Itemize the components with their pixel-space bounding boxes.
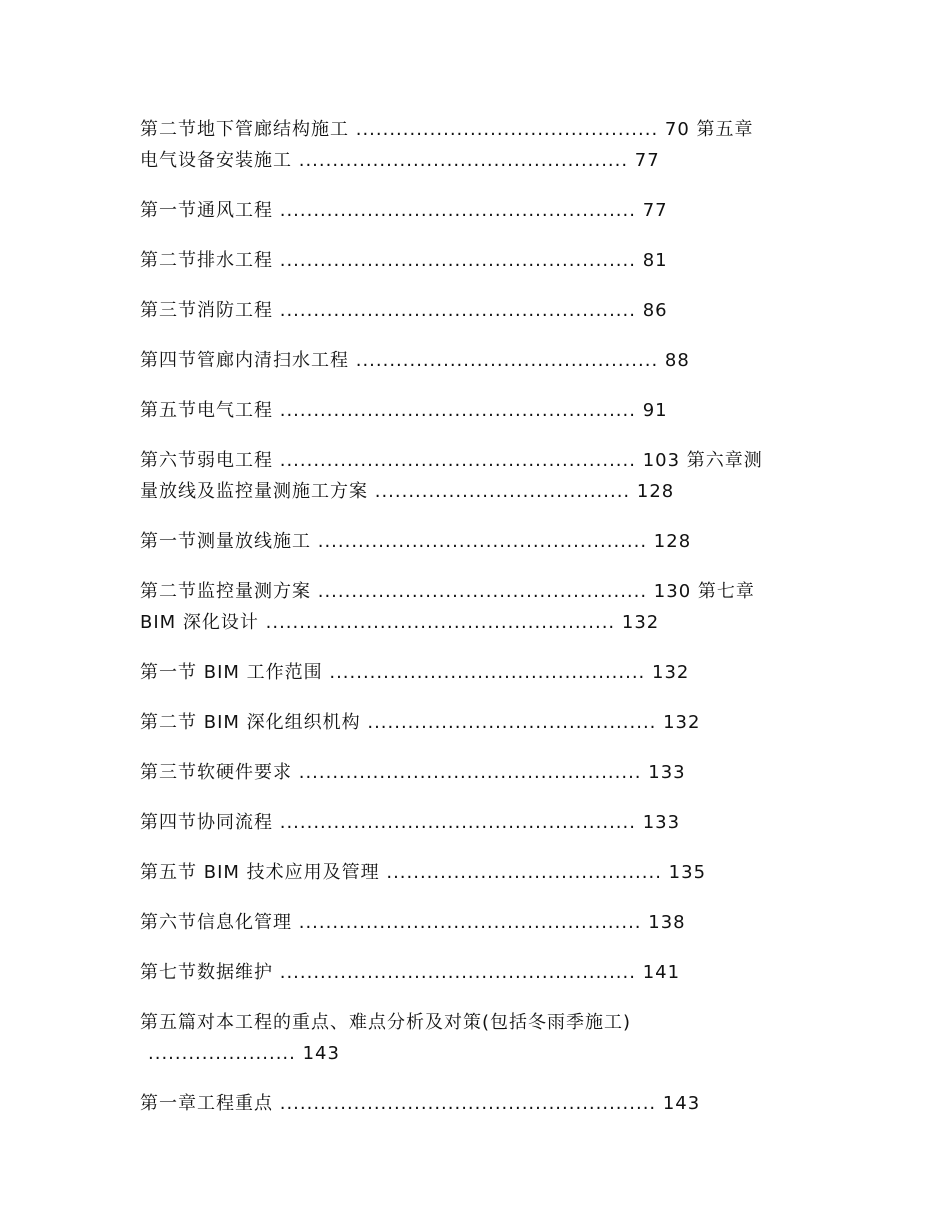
toc-entry-line: 第四节协同流程 ..................................................... 133 (140, 812, 681, 833)
toc-entry-line: 电气设备安装施工 ................................................. 77 (140, 150, 660, 171)
toc-entry[interactable] (140, 345, 810, 376)
toc-entry-line: 第二节排水工程 ..................................................... 81 (140, 250, 668, 271)
toc-entry[interactable] (140, 957, 810, 988)
toc-entry[interactable] (140, 707, 810, 738)
toc-entry-line: 第六节弱电工程 ..................................................... 103 第六章测 (140, 450, 763, 471)
toc-entry[interactable] (140, 1007, 810, 1069)
toc-entry-line: 第三节软硬件要求 ................................................... 133 (140, 762, 686, 783)
toc-entry-line: ...................... 143 (148, 1043, 340, 1064)
toc-entry-line: 第二节监控量测方案 ................................................. 130 第七章 (140, 581, 755, 602)
toc-entry-line: 第五篇对本工程的重点、难点分析及对策(包括冬雨季施工) (140, 1012, 632, 1033)
toc-entry-line: 第二节 BIM 深化组织机构 ........................................... 132 (140, 712, 701, 733)
toc-entry-line: BIM 深化设计 .................................................... 132 (140, 612, 660, 633)
toc-entry-line: 第一节测量放线施工 ................................................. 128 (140, 531, 692, 552)
toc-entry-line: 第七节数据维护 ..................................................... 141 (140, 962, 681, 983)
toc-entry[interactable] (140, 857, 810, 888)
toc-entry[interactable] (140, 295, 810, 326)
toc-entry[interactable] (140, 445, 810, 507)
toc-entry[interactable] (140, 195, 810, 226)
toc-entry[interactable] (140, 907, 810, 938)
toc-entry-line: 量放线及监控量测施工方案 ...................................... 128 (140, 481, 675, 502)
toc-entry[interactable] (140, 1088, 810, 1119)
toc-entry[interactable] (140, 576, 810, 638)
table-of-contents (140, 114, 810, 1119)
toc-entry-line: 第二节地下管廊结构施工 ............................................. 70 第五章 (140, 119, 754, 140)
toc-entry-line: 第五节 BIM 技术应用及管理 ......................................... 135 (140, 862, 707, 883)
toc-entry[interactable] (140, 245, 810, 276)
toc-entry-line: 第五节电气工程 ..................................................... 91 (140, 400, 668, 421)
toc-entry-line: 第四节管廊内清扫水工程 ............................................. 88 (140, 350, 690, 371)
toc-entry[interactable] (140, 526, 810, 557)
toc-entry-line: 第三节消防工程 ..................................................... 86 (140, 300, 668, 321)
toc-entry-line: 第一节通风工程 ..................................................... 77 (140, 200, 668, 221)
toc-entry[interactable] (140, 114, 810, 176)
toc-entry-line: 第一节 BIM 工作范围 ............................................... 132 (140, 662, 690, 683)
toc-entry-line: 第一章工程重点 ........................................................ 143 (140, 1093, 701, 1114)
toc-entry[interactable] (140, 395, 810, 426)
toc-entry[interactable] (140, 807, 810, 838)
toc-entry[interactable] (140, 757, 810, 788)
toc-entry-line: 第六节信息化管理 ................................................... 138 (140, 912, 686, 933)
toc-entry[interactable] (140, 657, 810, 688)
